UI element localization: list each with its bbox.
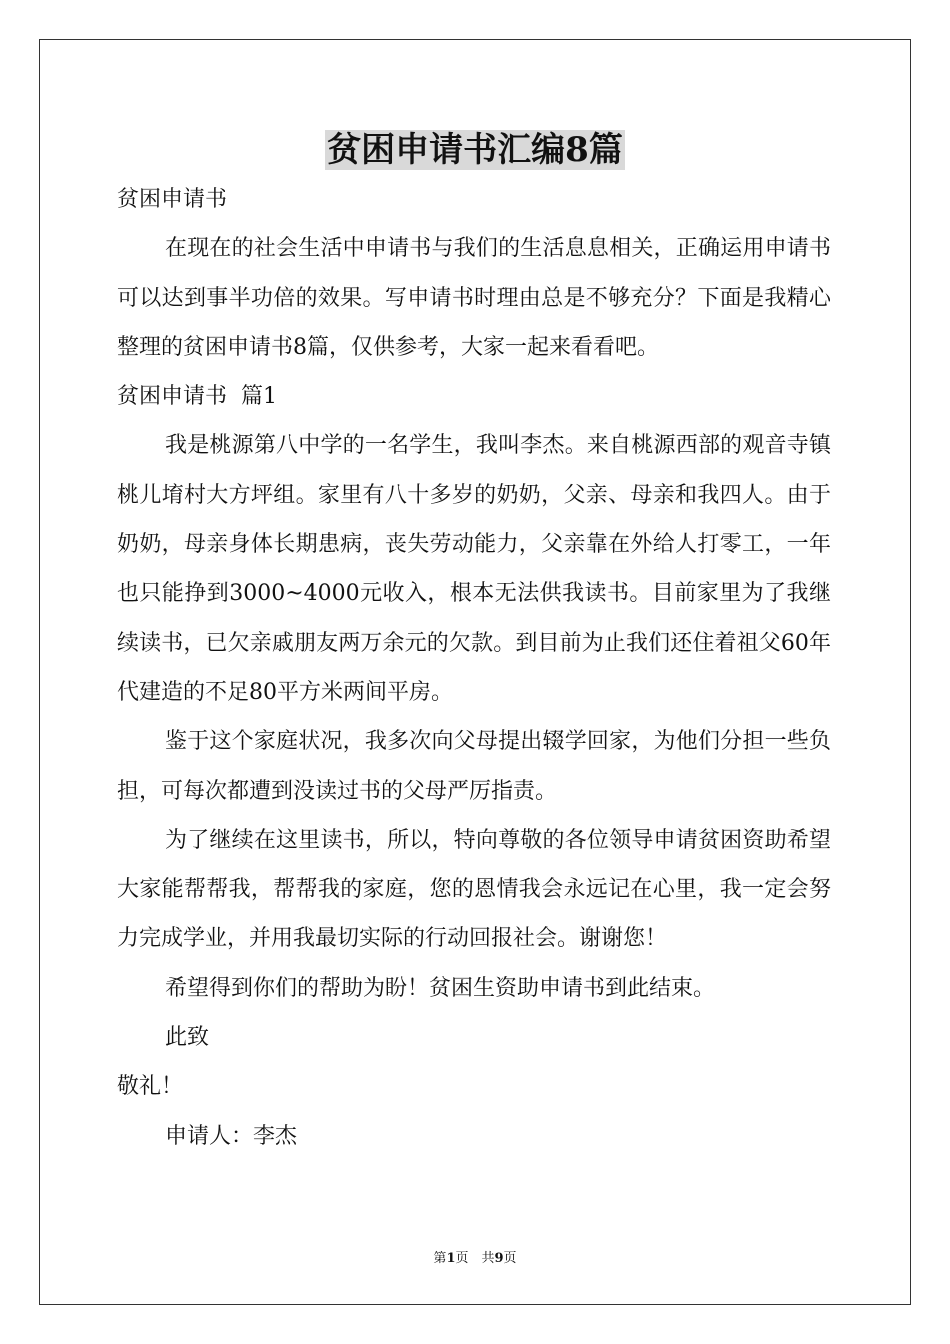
closing-respect: 敬礼！	[117, 1074, 184, 1100]
page-label-prefix: 第	[433, 1251, 447, 1266]
section-heading: 贫困申请书 篇1	[117, 384, 277, 410]
document-body	[117, 175, 831, 1161]
document-title-text: 贫困申请书汇编8篇	[327, 130, 623, 170]
page-current: 1	[446, 1251, 456, 1266]
body-paragraph: 为了继续在这里读书，所以，特向尊敬的各位领导申请贫困资助希望大家能帮帮我，帮帮我的家庭，您的恩情我会永远记在心里，我一定会努力完成学业，并用我最切实际的行动回报社会。谢谢您！	[117, 827, 831, 952]
signature: 申请人：李杰	[165, 1123, 298, 1149]
body-paragraph: 鉴于这个家庭状况，我多次向父母提出辍学回家，为他们分担一些负担，可每次都遭到没读过书的父母严厉指责。	[117, 729, 831, 804]
page-total: 9	[494, 1251, 504, 1266]
closing-salutation: 此致	[165, 1025, 210, 1051]
intro-heading: 贫困申请书	[117, 187, 228, 212]
page-label-suffix: 页	[503, 1251, 517, 1266]
document-title	[0, 127, 950, 173]
body-paragraph: 我是桃源第八中学的一名学生，我叫李杰。来自桃源西部的观音寺镇桃儿堉村大方坪组。家里有八十多岁的奶奶，父亲、母亲和我四人。由于奶奶，母亲身体长期患病，丧失劳动能力，父亲靠在外给人打零工，一年也只能挣到3000~4000元收入，根本无法供我读书。目前家里为了我继续读书，已欠亲戚朋友两万余元的欠款。到目前为止我们还住着祖父60年代建造的不足80平方米两间平房。	[117, 433, 831, 705]
page-label-mid: 页 共	[455, 1251, 495, 1266]
page-footer	[0, 1247, 950, 1266]
body-paragraph: 希望得到你们的帮助为盼！贫困生资助申请书到此结束。	[165, 975, 716, 1001]
intro-paragraph: 在现在的社会生活中申请书与我们的生活息息相关，正确运用申请书可以达到事半功倍的效果。写申请书时理由总是不够充分？下面是我精心整理的贫困申请书8篇，仅供参考，大家一起来看看吧。	[117, 236, 831, 360]
